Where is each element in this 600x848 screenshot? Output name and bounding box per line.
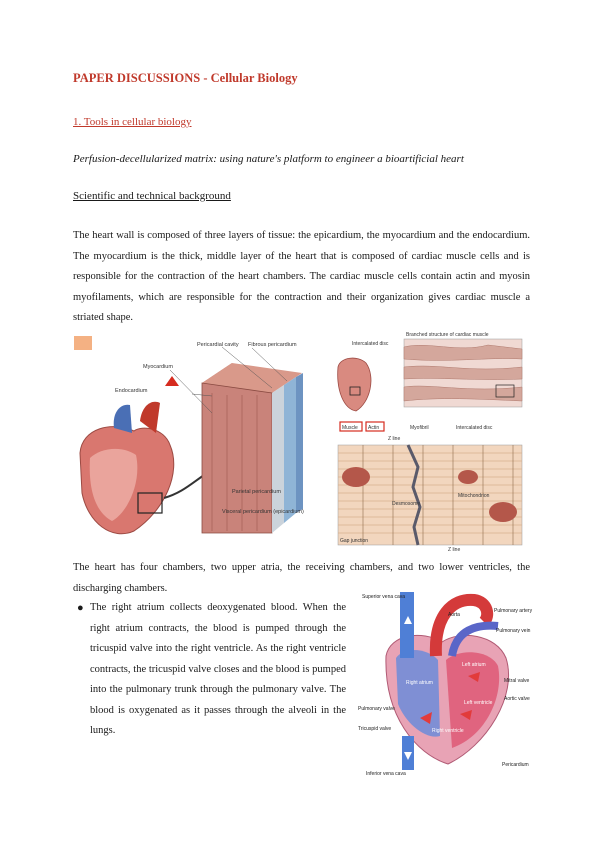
label-pericardial-cavity: Pericardial cavity: [197, 342, 239, 348]
label-intercalated-disc-top: Intercalated disc: [352, 341, 389, 347]
label-aortic-valve: Aortic valve: [504, 696, 530, 702]
bullet-right-atrium: The right atrium collects deoxygenated blood. When the right atrium contracts, the blood is pumped through the tricuspid valve into the right ventricle. As the right ventricle contracts, the tricuspid valve closes and the blood is pumped into the pulmonary trunk through the pulmonary valve. The blood is oxygenated as it passes through the alveoli in the lungs.: [90, 602, 346, 736]
label-left-atrium: Left atrium: [462, 662, 486, 668]
label-gap-junction: Gap junction: [340, 538, 369, 544]
label-z-line-top: Z line: [388, 436, 401, 442]
label-pericardium: Pericardium: [502, 762, 529, 768]
label-superior-vena-cava: Superior vena cava: [362, 594, 406, 600]
label-pulmonary-vein: Pulmonary vein: [496, 628, 531, 634]
label-right-ventricle: Right ventricle: [432, 728, 464, 734]
label-intercalated-disc: Intercalated disc: [456, 425, 493, 431]
figure-marker-icon: [74, 336, 92, 350]
label-aorta: Aorta: [448, 612, 460, 618]
label-mitral-valve: Mitral valve: [504, 678, 530, 684]
bullet-marker: ●: [77, 602, 84, 614]
label-myocardium: Myocardium: [143, 364, 173, 370]
label-endocardium: Endocardium: [115, 388, 148, 394]
document-title: PAPER DISCUSSIONS - Cellular Biology: [73, 71, 298, 85]
paragraph-heart-chambers: The heart has four chambers, two upper atria, the receiving chambers, and two lower ventricles, the discharging chambers.: [73, 562, 530, 594]
paragraph-heart-wall: The heart wall is composed of three layers of tissue: the epicardium, the myocardium and the endocardium. The myocardium is the thick, middle layer of the heart that is composed of cardiac muscle cells and is responsible for the contraction of the heart chambers. The cardiac muscle cells contain actin and myosin myofilaments, which are responsible for the contraction and their organization gives cardiac muscle a striated shape.: [73, 230, 530, 323]
label-fibrous-pericardium: Fibrous pericardium: [248, 342, 297, 348]
cardiac-muscle-figure: [318, 327, 525, 552]
label-myofibril: Myofibril: [410, 425, 429, 431]
label-inferior-vena-cava: Inferior vena cava: [366, 771, 406, 777]
section-heading: 1. Tools in cellular biology: [73, 116, 192, 128]
label-tricuspid-valve: Tricuspid valve: [358, 726, 392, 732]
label-right-atrium: Right atrium: [406, 680, 433, 686]
subheading: Scientific and technical background: [73, 190, 231, 202]
label-z-line-bottom: Z line: [448, 547, 461, 552]
heart-chambers-figure: [356, 586, 534, 778]
label-mitochondrion: Mitochondrion: [458, 493, 490, 499]
label-muscle: Muscle: [342, 425, 358, 431]
article-title: Perfusion-decellularized matrix: using nature's platform to engineer a bioartificial heart: [73, 153, 464, 165]
label-visceral-pericardium: Visceral pericardium (epicardium): [222, 509, 304, 515]
label-actin: Actin: [368, 425, 380, 431]
heart-wall-figure: [72, 333, 304, 548]
label-parietal-pericardium: Parietal pericardium: [232, 489, 281, 495]
superior-vena-cava: [400, 592, 414, 658]
label-pulmonary-valve: Pulmonary valve: [358, 706, 395, 712]
label-pulmonary-artery: Pulmonary artery: [494, 608, 533, 614]
label-desmosome: Desmosome: [392, 501, 421, 507]
label-left-ventricle: Left ventricle: [464, 700, 493, 706]
label-branched-structure: Branched structure of cardiac muscle: [406, 332, 489, 338]
